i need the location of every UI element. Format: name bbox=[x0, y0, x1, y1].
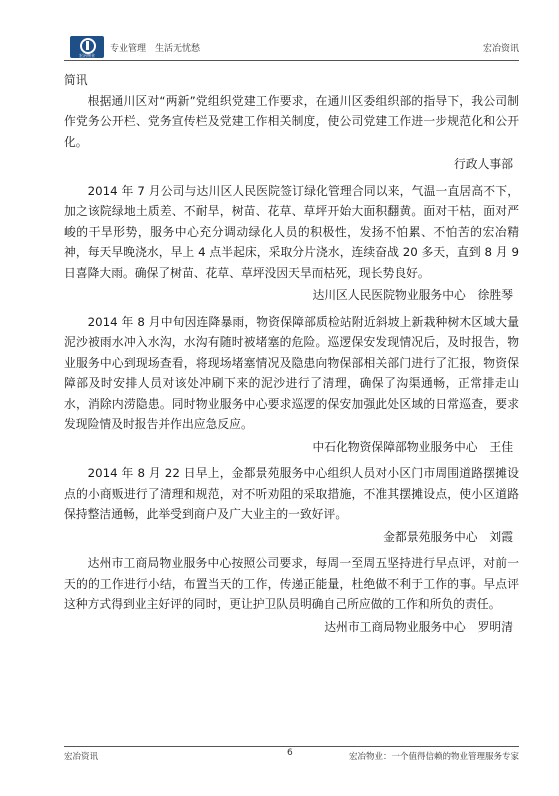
article-signature-2: 达川区人民医院物业服务中心 徐胜琴 bbox=[312, 288, 513, 302]
article-body-3: 2014 年 8 月中旬因连降暴雨，物资保障部质检站附近斜坡上新栽种树木区域大量泥沙被雨水冲入水沟，水沟有随时被堵塞的危险。巡逻保安发现情况后，及时报告，物业服务中心到现场查看，将现场堵塞情况及隐患向物保部相关部门进行了汇报，物资保障部及时安排人员对该处冲刷下来的泥沙进行了清理，确保了沟渠通畅，正常排走山水，消除内涝隐患。同时物业服务中心要求巡逻的保安加强此处区域的日常巡查，要求发现险情及时报告并作出应急反应。 bbox=[64, 314, 519, 431]
article-body-4: 2014 年 8 月 22 日早上，金都景苑服务中心组织人员对小区门市周围道路摆摊设点的小商贩进行了清理和规范，对不听劝阻的采取措施，不准其摆摊设点，使小区道路保持整洁通畅，此举受到商户及广大业主的一致好评。 bbox=[64, 466, 519, 521]
company-logo bbox=[70, 36, 104, 58]
article-body-5: 达州市工商局物业服务中心按照公司要求，每周一至周五坚持进行早点评，对前一天的的工作进行小结，布置当天的工作，传递正能量，杜绝做不利于工作的事。早点评这种方式得到业主好评的同时，更让护卫队员明确自己所应做的工作和所负的责任。 bbox=[64, 556, 519, 611]
footer-publication-title: 宏冶资讯 bbox=[64, 752, 99, 762]
article-signature-3: 中石化物资保障部物业服务中心 王佳 bbox=[312, 439, 513, 454]
article-signature-4: 金都景苑服务中心 刘霞 bbox=[383, 529, 513, 544]
page-header bbox=[64, 36, 519, 62]
page-number: 6 bbox=[287, 748, 293, 758]
header-publication-title: 宏冶资讯 bbox=[482, 44, 519, 54]
page-footer bbox=[64, 750, 519, 766]
article-signature-5: 达州市工商局物业服务中心 罗明清 bbox=[324, 619, 513, 634]
article-body-2: 2014 年 7 月公司与达川区人民医院签订绿化管理合同以来，气温一直居高不下，加之该院绿地土质差、不耐旱，树苗、花草、草坪开始大面积翻黄。面对干枯，面对严峻的干旱形势，服务中心充分调动绿化人员的积极性，发扬不怕累、不怕苦的宏冶精神，每天早晚浇水，早上 4 点半起床，采取分片浇水，连续奋战 20 多天，直到 8 月 9 日喜降大雨。确保了树苗、花草、草坪没因天旱而枯死，现长势良好。 bbox=[64, 183, 519, 280]
logo-text: 宏冶物业 bbox=[79, 53, 95, 58]
footer-divider bbox=[64, 746, 519, 747]
page-content bbox=[64, 70, 519, 643]
article-body-1: 根据通川区对“两新”党组织党建工作要求，在通川区委组织部的指导下，我公司制作党务公开栏、党务宣传栏及党建工作相关制度，使公司党建工作进一步规范化和公开化。 bbox=[64, 93, 519, 149]
footer-tagline: 宏冶物业：一个值得信赖的物业管理服务专家 bbox=[348, 752, 519, 762]
header-slogan: 专业管理 生活无忧愁 bbox=[110, 44, 201, 54]
header-divider bbox=[64, 60, 519, 61]
logo-emblem-icon bbox=[80, 38, 96, 54]
section-title: 简讯 bbox=[64, 73, 88, 87]
article-signature-1: 行政人事部 bbox=[454, 157, 513, 171]
